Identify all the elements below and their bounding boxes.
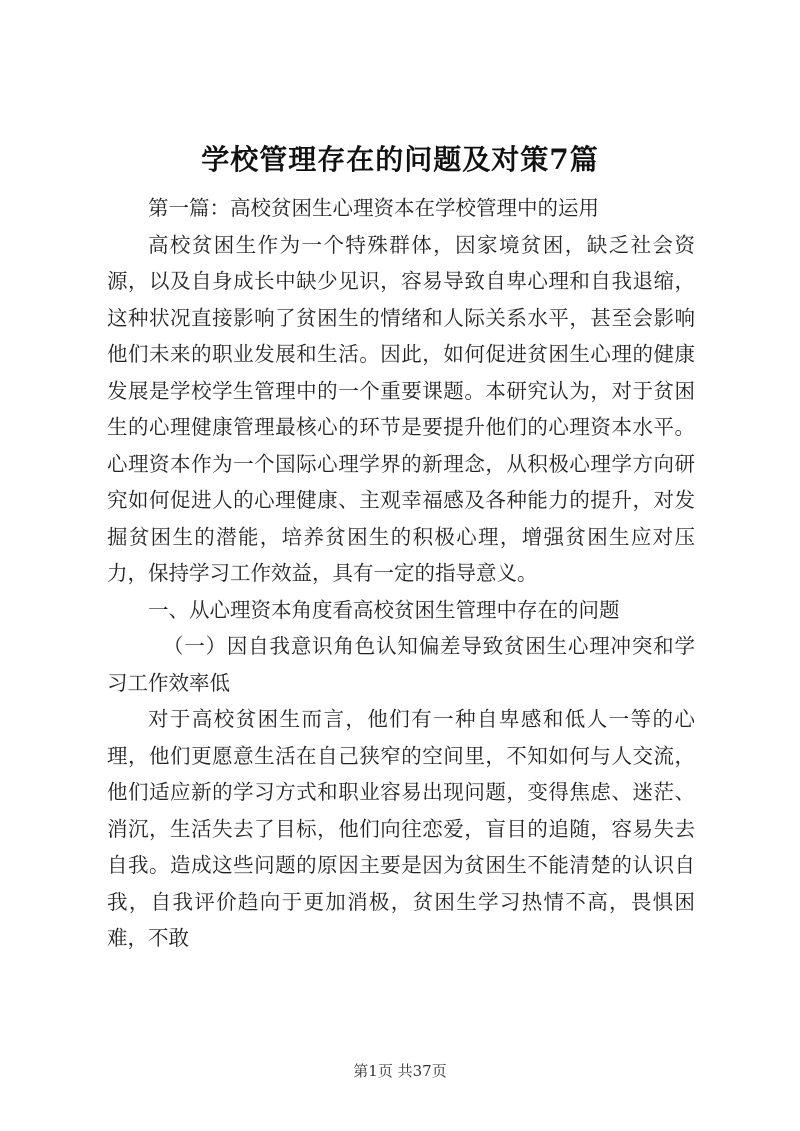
document-body [107, 190, 695, 957]
document-title: 学校管理存在的问题及对策7篇 [201, 143, 599, 176]
subsection-subheading: （一）因自我意识角色认知偏差导致贫困生心理冲突和学习工作效率低 [107, 634, 695, 695]
subsection-heading: 一、从心理资本角度看高校贫困生管理中存在的问题 [148, 597, 620, 622]
body-paragraph: 对于高校贫困生而言，他们有一种自卑感和低人一等的心理，他们更愿意生活在自己狭窄的空间里，不知如何与人交流，他们适应新的学习方式和职业容易出现问题，变得焦虑、迷茫、消沉，生活失去了目标，他们向往恋爱，盲目的追随，容易失去自我。造成这些问题的原因主要是因为贫困生不能清楚的认识自我，自我评价趋向于更加消极，贫困生学习热情不高，畏惧困难，不敢 [107, 707, 695, 950]
section-heading: 第一篇：高校贫困生心理资本在学校管理中的运用 [148, 196, 599, 220]
page-number-footer: 第1页 共37页 [353, 1062, 447, 1080]
body-paragraph: 高校贫困生作为一个特殊群体，因家境贫困，缺乏社会资源，以及自身成长中缺少见识，容易导致自卑心理和自我退缩，这种状况直接影响了贫困生的情绪和人际关系水平，甚至会影响他们未来的职业发展和生活。因此，如何促进贫困生心理的健康发展是学校学生管理中的一个重要课题。本研究认为，对于贫困生的心理健康管理最核心的环节是要提升他们的心理资本水平。心理资本作为一个国际心理学界的新理念，从积极心理学方向研究如何促进人的心理健康、主观幸福感及各种能力的提升，对发掘贫困生的潜能，培养贫困生的积极心理，增强贫困生应对压力，保持学习工作效益，具有一定的指导意义。 [107, 232, 695, 585]
